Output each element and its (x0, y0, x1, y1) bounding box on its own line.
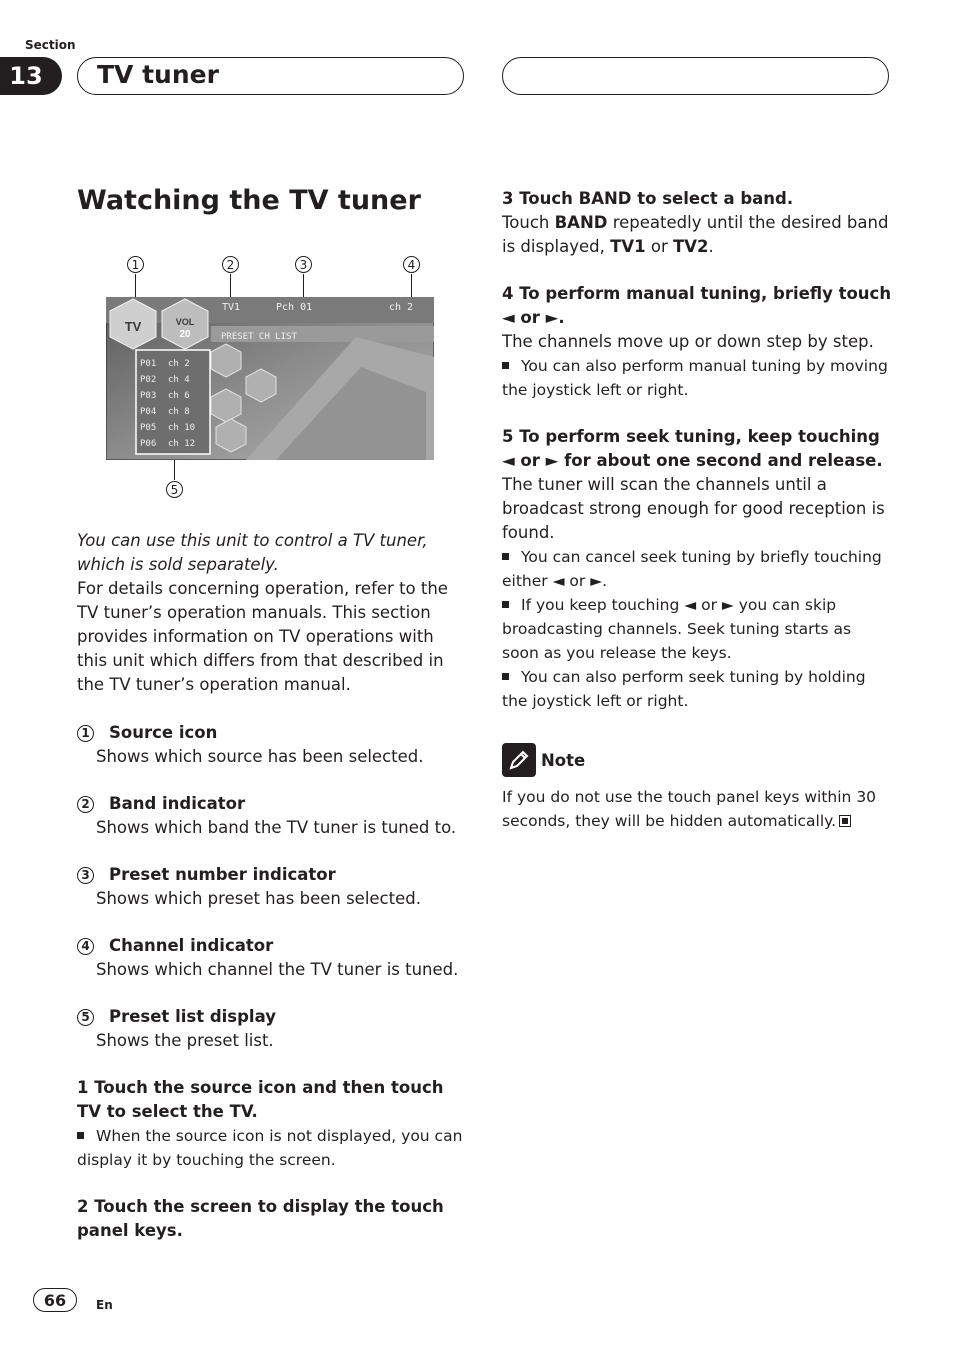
legend-item (77, 721, 467, 769)
preset-item-channel: ch 8 (168, 407, 190, 417)
legend-item (77, 792, 467, 840)
preset-item-channel: ch 6 (168, 391, 190, 401)
legend-num: 3 (77, 867, 94, 884)
legend-num: 4 (77, 938, 94, 955)
section-label: Section (25, 38, 76, 52)
preset-item-preset: P01 (140, 359, 157, 369)
callout-3: 3 (295, 256, 312, 273)
legend-desc: Shows which channel the TV tuner is tuned. (96, 960, 459, 979)
preset-list-title: PRESET CH LIST (221, 332, 297, 342)
bullet-square-icon (502, 601, 509, 608)
legend-desc: Shows which source has been selected. (96, 747, 424, 766)
note-text: If you do not use the touch panel keys within 30 seconds, they will be hidden automatically. (502, 788, 877, 830)
step-5-text: The tuner will scan the channels until a broadcast strong enough for good reception is found. (502, 475, 885, 542)
step-5-bullet: You can also perform seek tuning by holding the joystick left or right. (502, 668, 866, 710)
intro-italic: You can use this unit to control a TV tuner, which is sold separately. (77, 531, 428, 574)
legend-desc: Shows the preset list. (96, 1031, 274, 1050)
legend-title: Source icon (109, 723, 218, 742)
step-5: 5 To perform seek tuning, keep touching ◄ or ► for about one second and release. (502, 427, 883, 470)
vol-label: VOL (175, 317, 195, 327)
source-label: TV (124, 319, 142, 334)
page-heading: Watching the TV tuner (77, 185, 421, 216)
preset-item-preset: P02 (140, 375, 157, 385)
tv-screen-illustration (106, 297, 434, 460)
bullet-square-icon (502, 553, 509, 560)
legend-item (77, 934, 467, 982)
preset-item-preset: P03 (140, 391, 157, 401)
header-title: TV tuner (97, 60, 219, 89)
channel-indicator: ch 2 (389, 302, 414, 313)
right-column (502, 187, 892, 833)
callout-2: 2 (222, 256, 239, 273)
note-title: Note (541, 750, 586, 770)
note-header (502, 743, 892, 777)
legend-title: Preset list display (109, 1007, 276, 1026)
step-2: 2 Touch the screen to display the touch panel keys. (77, 1197, 444, 1240)
legend-num: 5 (77, 1009, 94, 1026)
legend-title: Band indicator (109, 794, 246, 813)
bullet-square-icon (502, 362, 509, 369)
preset-item-channel: ch 12 (168, 439, 196, 449)
callout-5: 5 (166, 481, 183, 498)
callout-1: 1 (127, 256, 144, 273)
legend-num: 1 (77, 725, 94, 742)
band-indicator: TV1 (222, 302, 241, 313)
language-label: En (96, 1298, 113, 1312)
section-number-badge: 13 (0, 57, 62, 95)
intro-paragraph: For details concerning operation, refer to the TV tuner’s operation manuals. This section provides information on TV operations with this unit which differs from that described in the TV tuner’s operation manual. (77, 579, 448, 694)
page-number: 66 (33, 1288, 77, 1312)
step-3-text: Touch BAND repeatedly until the desired band is displayed, TV1 or TV2. (502, 213, 889, 256)
preset-number-indicator: Pch 01 (276, 302, 313, 313)
step-1-bullet: When the source icon is not displayed, you can display it by touching the screen. (77, 1127, 463, 1169)
preset-item-channel: ch 2 (168, 359, 190, 369)
legend-item (77, 863, 467, 911)
pencil-icon (502, 743, 536, 777)
step-4-bullet: You can also perform manual tuning by moving the joystick left or right. (502, 357, 888, 399)
step-3: 3 Touch BAND to select a band. (502, 189, 794, 208)
preset-item-preset: P06 (140, 439, 157, 449)
end-mark-icon (839, 815, 851, 827)
preset-item-preset: P04 (140, 407, 157, 417)
bullet-square-icon (502, 673, 509, 680)
step-5-bullet: If you keep touching ◄ or ► you can skip broadcasting channels. Seek tuning starts as soon as you release the keys. (502, 596, 852, 662)
legend-desc: Shows which band the TV tuner is tuned to. (96, 818, 457, 837)
legend-title: Channel indicator (109, 936, 274, 955)
preset-item-preset: P05 (140, 423, 157, 433)
step-4-text: The channels move up or down step by step. (502, 332, 874, 351)
step-1: 1 Touch the source icon and then touch TV to select the TV. (77, 1078, 444, 1121)
header-empty-box (502, 57, 889, 95)
preset-item-channel: ch 10 (168, 423, 196, 433)
bullet-square-icon (77, 1132, 84, 1139)
left-column (77, 529, 467, 1243)
preset-item-channel: ch 4 (168, 375, 190, 385)
legend-num: 2 (77, 796, 94, 813)
step-4: 4 To perform manual tuning, briefly touch ◄ or ►. (502, 284, 892, 327)
legend-desc: Shows which preset has been selected. (96, 889, 421, 908)
legend-item (77, 1005, 467, 1053)
step-5-bullet: You can cancel seek tuning by briefly touching either ◄ or ►. (502, 548, 882, 590)
legend-title: Preset number indicator (109, 865, 336, 884)
vol-value: 20 (179, 329, 191, 340)
callout-4: 4 (403, 256, 420, 273)
